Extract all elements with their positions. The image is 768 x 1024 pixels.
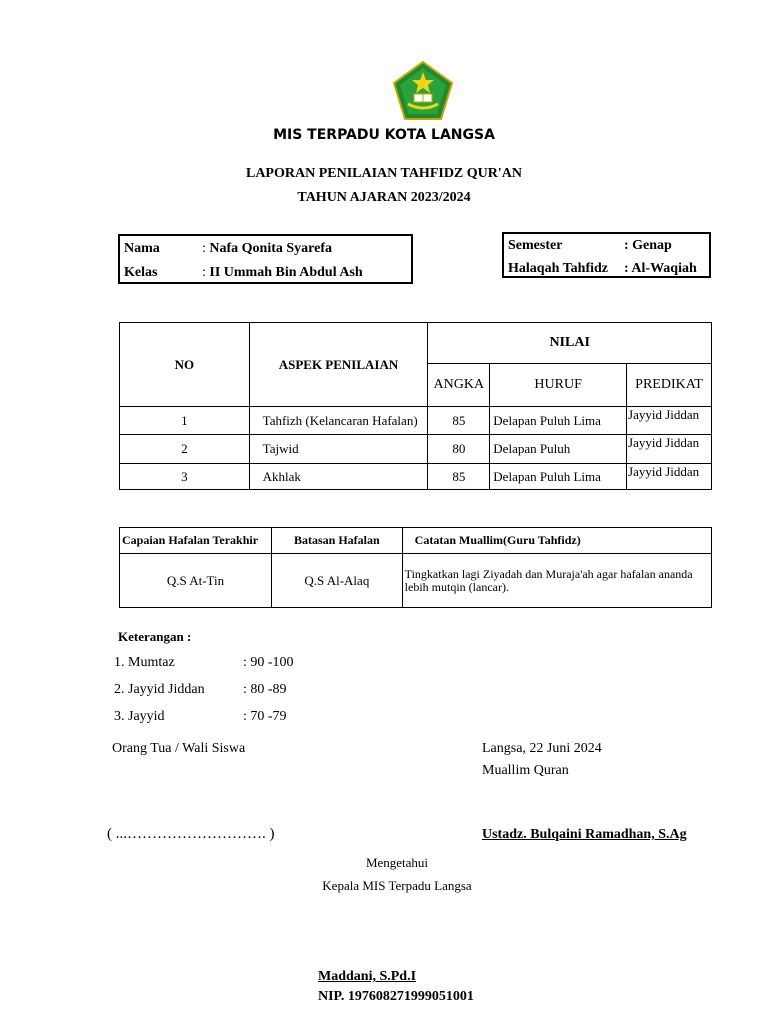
row-huruf: Delapan Puluh <box>490 435 627 464</box>
header-capaian: Capaian Hafalan Terakhir <box>120 528 272 554</box>
student-identity-box <box>118 234 413 284</box>
header-angka: ANGKA <box>428 364 490 407</box>
acknowledge-label: Mengetahui <box>365 855 429 870</box>
halaqah-value: Al-Waqiah <box>631 261 697 276</box>
place-date: Langsa, 22 Juni 2024 <box>482 741 602 756</box>
row-aspect: Tajwid <box>249 435 428 464</box>
class-value: II Ummah Bin Abdul Ash <box>209 265 363 280</box>
keterangan-title: Keterangan : <box>118 629 192 644</box>
class-row <box>124 265 363 281</box>
table-row <box>120 407 712 435</box>
row-angka: 85 <box>428 407 490 435</box>
keterangan-item-label: 3. Jayyid <box>114 709 165 724</box>
halaqah-colon: : <box>624 261 629 276</box>
row-predikat: Jayyid Jiddan <box>627 407 712 435</box>
hafalan-table <box>119 527 712 608</box>
header-predikat: PREDIKAT <box>627 364 712 407</box>
name-colon: : <box>202 241 206 256</box>
report-title: LAPORAN PENILAIAN TAHFIDZ QUR'AN <box>245 166 522 181</box>
principal-nip: NIP. 197608271999051001 <box>318 989 474 1004</box>
header-catatan: Catatan Muallim(Guru Tahfidz) <box>402 528 711 554</box>
name-label: Nama <box>124 241 160 256</box>
row-predikat: Jayyid Jiddan <box>627 464 712 490</box>
ministry-logo-icon <box>392 60 454 122</box>
parent-signature-blank: ( ...………………………. ) <box>107 826 275 842</box>
parent-label: Orang Tua / Wali Siswa <box>112 741 246 756</box>
row-aspect: Akhlak <box>249 464 428 490</box>
teacher-name: Ustadz. Bulqaini Ramadhan, S.Ag <box>482 827 687 842</box>
keterangan-item-label: 1. Mumtaz <box>114 655 175 670</box>
batasan-value: Q.S Al-Alaq <box>271 554 402 608</box>
keterangan-item-range: : 90 -100 <box>243 655 294 670</box>
principal-role: Kepala MIS Terpadu Langsa <box>322 878 472 893</box>
class-colon: : <box>202 265 206 280</box>
catatan-value: Tingkatkan lagi Ziyadah dan Muraja'ah agar hafalan ananda lebih mutqin (lancar). <box>402 554 711 608</box>
table-row <box>120 464 712 490</box>
header-batasan: Batasan Hafalan <box>271 528 402 554</box>
header-huruf: HURUF <box>490 364 627 407</box>
row-angka: 85 <box>428 464 490 490</box>
capaian-value: Q.S At-Tin <box>120 554 272 608</box>
header-aspect: ASPEK PENILAIAN <box>249 323 428 407</box>
semester-box <box>502 232 711 278</box>
school-name: MIS TERPADU KOTA LANGSA <box>273 127 495 143</box>
class-label: Kelas <box>124 265 158 280</box>
row-no: 2 <box>120 435 250 464</box>
row-aspect: Tahfizh (Kelancaran Hafalan) <box>249 407 428 435</box>
table-row <box>120 435 712 464</box>
row-angka: 80 <box>428 435 490 464</box>
row-predikat: Jayyid Jiddan <box>627 435 712 464</box>
row-no: 1 <box>120 407 250 435</box>
principal-name: Maddani, S.Pd.I <box>318 969 417 984</box>
teacher-role: Muallim Quran <box>482 763 569 778</box>
keterangan-item-range: : 80 -89 <box>243 682 287 697</box>
header-no: NO <box>120 323 250 407</box>
row-huruf: Delapan Puluh Lima <box>490 407 627 435</box>
halaqah-row <box>508 261 697 277</box>
semester-colon: : <box>624 238 629 253</box>
semester-label: Semester <box>508 238 563 253</box>
keterangan-item-label: 2. Jayyid Jiddan <box>114 682 205 697</box>
row-huruf: Delapan Puluh Lima <box>490 464 627 490</box>
name-value: Nafa Qonita Syarefa <box>209 241 333 256</box>
academic-year: TAHUN AJARAN 2023/2024 <box>297 190 471 205</box>
header-nilai: NILAI <box>428 323 712 364</box>
halaqah-label: Halaqah Tahfidz <box>508 261 608 276</box>
name-row <box>124 241 332 257</box>
semester-row <box>508 238 672 254</box>
keterangan-item-range: : 70 -79 <box>243 709 287 724</box>
semester-value: Genap <box>632 238 672 253</box>
grades-table <box>119 322 712 490</box>
row-no: 3 <box>120 464 250 490</box>
